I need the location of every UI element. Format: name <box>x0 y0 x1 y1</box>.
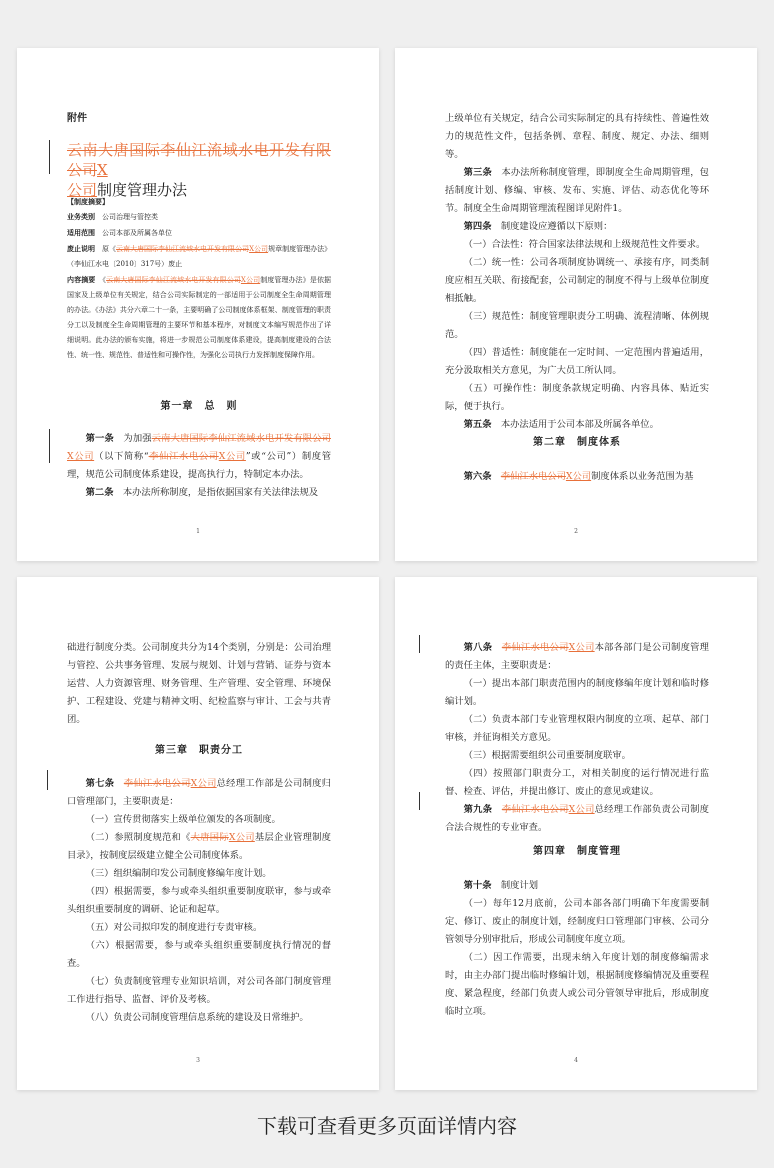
duty-item: （三）根据需要组织公司重要制度联审。 <box>463 750 631 761</box>
document-title: 云南大唐国际李仙江流域水电开发有限公司X 公司制度管理办法 <box>67 141 331 199</box>
principle-item: （二）统一性：公司各项制度协调统一、承接有序，同类制度应相互关联、衔接配套，公司制定的制度不得与上级单位制度相抵触。 <box>445 257 709 304</box>
page-number: 3 <box>196 1057 200 1064</box>
summary-row: 业务类别 公司治理与管控类 <box>67 212 158 221</box>
chapter-heading: 第一章 总 则 <box>160 401 238 412</box>
page-body: 础进行制度分类。公司制度共分为14个类别，分别是：公司治理与管控、公共事务管理、发展与规划、计划与营销、证券与资本运营、人力资源管理、财务管理、生产管理、安全管理、环境保护、工程建设、党建与精神文明、纪检监察与审计、工会与共青团。 <box>67 642 331 725</box>
article-4: 第四条 制度建设应遵循以下原则： <box>463 221 613 232</box>
attachment-label: 附件 <box>67 113 87 124</box>
chapter-heading: 第四章 制度管理 <box>533 846 621 857</box>
content-summary: 内容摘要 《云南大唐国际李仙江流域水电开发有限公司X公司制度管理办法》是依据国家及上级单位有关规定，结合公司实际制定的一部适用于公司制度全生命周期管理的办法。《办法》共分六章二十一条，主要明确了公司制度体系框架、制度管理的职责分工以及制度全生命周期管理的主要环节和基本程序，对制度文本编写规范作出了详细说明。此办法的颁布实施，将进一步规范公司制度体系建设，提高制度建设的合法性、统一性、规范性、普适性和可操作性，为强化公司执行力发挥制度保障作用。 <box>67 275 332 359</box>
chapter-heading: 第二章 制度体系 <box>533 437 621 448</box>
page-number: 2 <box>574 528 578 535</box>
duty-item: （八）负责公司制度管理信息系统的建设及日常维护。 <box>85 1012 309 1023</box>
revision-marker <box>49 140 50 174</box>
plan-item: （一）每年12月底前，公司本部各部门明确下年度需要制定、修订、废止的制度计划，经制度归口管理部门审核、公司分管领导分别审批后，形成公司制度年度立项。 <box>445 898 709 945</box>
page-number: 1 <box>196 528 200 535</box>
download-more-prompt[interactable]: 下载可查看更多页面详情内容 <box>257 1114 517 1138</box>
duty-item: （二）负责本部门专业管理权限内制度的立项、起草、部门审核，并征询相关方意见。 <box>445 714 709 743</box>
duty-item: （五）对公司拟印发的制度进行专责审核。 <box>85 922 263 933</box>
revision-marker <box>47 770 48 790</box>
article-1: 第一条 为加强云南大唐国际李仙江流域水电开发有限公司X公司（以下简称“李仙江水电公司X公司”或“公司”）制度管理，规范公司制度体系建设，提高执行力，特制定本办法。 第二条 本办法所称制度，是指依据国家有关法律法规及 <box>67 430 331 502</box>
article-9: 第九条 李仙江水电公司X公司总经理工作部负责公司制度合法合规性的专业审查。 <box>445 804 709 833</box>
article-8: 第八条 李仙江水电公司X公司本部各部门是公司制度管理的责任主体，主要职责是： （一）提出本部门职责范围内的制度修编年度计划和临时修编计划。 （二）负责本部门专业管理权限内制度的立项、起草、部门审核，并征询相关方意见。 （三）根据需要组织公司重要制度联审。 （四）按照部门职责分工，对相关制度的运行情况进行监督、检查、评估，并提出修订、废止的意见或建议。 第九条 李仙江水电公司X公司总经理工作部负责公司制度合法合规性的专业审查。 <box>445 639 709 837</box>
article-7: 第七条 李仙江水电公司X公司总经理工作部是公司制度归口管理部门，主要职责是： （一）宣传贯彻落实上级单位颁发的各项制度。 （二）参照制度规范和《大唐国际X公司基层企业管理制度目录》，按制度层级建立健全公司制度体系。 （三）组织编制印发公司制度修编年度计划。 （四）根据需要，参与或牵头组织重要制度联审，参与或牵头组织重要制度的调研、论证和起草。 （五）对公司拟印发的制度进行专责审核。 （六）根据需要，参与或牵头组织重要制度执行情况的督查。 （七）负责制度管理专业知识培训，对公司各部门制度管理工作进行指导、监督、评价及考核。 （八）负责公司制度管理信息系统的建设及日常维护。 <box>67 775 331 1027</box>
duty-item: （一）提出本部门职责范围内的制度修编年度计划和临时修编计划。 <box>445 678 709 707</box>
repeal-note: 废止说明 原《云南大唐国际李仙江流域水电开发有限公司X公司规章制度管理办法》（李仙江水电〔2010〕317号）废止 <box>67 244 332 268</box>
document-page-4 <box>395 577 757 1090</box>
revision-marker <box>49 429 50 463</box>
plan-item: （二）因工作需要，出现未纳入年度计划的制度修编需求时，由主办部门提出临时修编计划，根据制度修编情况及重要程度、紧急程度，经部门负责人或公司分管领导审批后，形成制度临时立项。 <box>445 952 709 1017</box>
chapter-heading: 第三章 职责分工 <box>155 745 243 756</box>
duty-item: （四）根据需要，参与或牵头组织重要制度联审，参与或牵头组织重要制度的调研、论证和起草。 <box>67 886 331 915</box>
document-page-3 <box>17 577 379 1090</box>
document-page-1 <box>17 48 379 561</box>
principle-item: （三）规范性：制度管理职责分工明确、流程清晰、体例规范。 <box>445 311 709 340</box>
article-5: 第五条 本办法适用于公司本部及所属各单位。 <box>463 419 659 430</box>
duty-item: （三）组织编制印发公司制度修编年度计划。 <box>85 868 272 879</box>
revision-marker <box>419 792 420 810</box>
summary-header: 【制度摘要】 <box>67 197 109 206</box>
summary-block <box>67 194 331 363</box>
duty-item: （一）宣传贯彻落实上级单位颁发的各项制度。 <box>85 814 281 825</box>
article-10: 第十条 制度计划 （一）每年12月底前，公司本部各部门明确下年度需要制定、修订、废止的制度计划，经制度归口管理部门审核、公司分管领导分别审批后，形成公司制度年度立项。 （二）因工作需要，出现未纳入年度计划的制度修编需求时，由主办部门提出临时修编计划，根据制度修编情况及重要程度、紧急程度，经部门负责人或公司分管领导审批后，形成制度临时立项。 <box>445 877 709 1021</box>
duty-item: （七）负责制度管理专业知识培训，对公司各部门制度管理工作进行指导、监督、评价及考核。 <box>67 976 331 1005</box>
revision-marker <box>419 635 420 653</box>
article-2: 第二条 本办法所称制度，是指依据国家有关法律法规及 <box>85 487 319 498</box>
document-page-2 <box>395 48 757 561</box>
summary-row: 适用范围 公司本部及所属各单位 <box>67 228 172 237</box>
duty-item: （四）按照部门职责分工，对相关制度的运行情况进行监督、检查、评估，并提出修订、废止的意见或建议。 <box>445 768 709 797</box>
page-number: 4 <box>574 1057 578 1064</box>
principle-item: （一）合法性：符合国家法律法规和上级规范性文件要求。 <box>463 239 706 250</box>
duty-item: （六）根据需要，参与或牵头组织重要制度执行情况的督查。 <box>67 940 331 969</box>
article-6: 第六条 李仙江水电公司X公司制度体系以业务范围为基 <box>463 471 694 482</box>
principle-item: （五）可操作性：制度条款规定明确、内容具体、贴近实际，便于执行。 <box>445 383 709 412</box>
duty-item: （二）参照制度规范和《大唐国际X公司基层企业管理制度目录》，按制度层级建立健全公司制度体系。 <box>67 832 331 861</box>
page-body: 上级单位有关规定，结合公司实际制定的具有持续性、普遍性效力的规范性文件，包括条例、章程、制度、规定、办法、细则等。 第三条 本办法所称制度管理，即制度全生命周期管理，包括制度计划、修编、审核、发布、实施、评估、动态优化等环节。制度全生命周期管理流程图详见附件1。 第四条 制度建设应遵循以下原则： （一）合法性：符合国家法律法规和上级规范性文件要求。 （二）统一性：公司各项制度协调统一、承接有序，同类制度应相互关联、衔接配套，公司制定的制度不得与上级单位制度相抵触。 （三）规范性：制度管理职责分工明确、流程清晰、体例规范。 （四）普适性：制度能在一定时间、一定范围内普遍适用，充分汲取相关方意见，为广大员工所认同。 （五）可操作性：制度条款规定明确、内容具体、贴近实际，便于执行。 第五条 本办法适用于公司本部及所属各单位。 <box>445 110 709 434</box>
principle-item: （四）普适性：制度能在一定时间、一定范围内普遍适用，充分汲取相关方意见，为广大员工所认同。 <box>445 347 709 376</box>
article-3: 第三条 本办法所称制度管理，即制度全生命周期管理，包括制度计划、修编、审核、发布、实施、评估、动态优化等环节。制度全生命周期管理流程图详见附件1。 <box>445 167 709 214</box>
